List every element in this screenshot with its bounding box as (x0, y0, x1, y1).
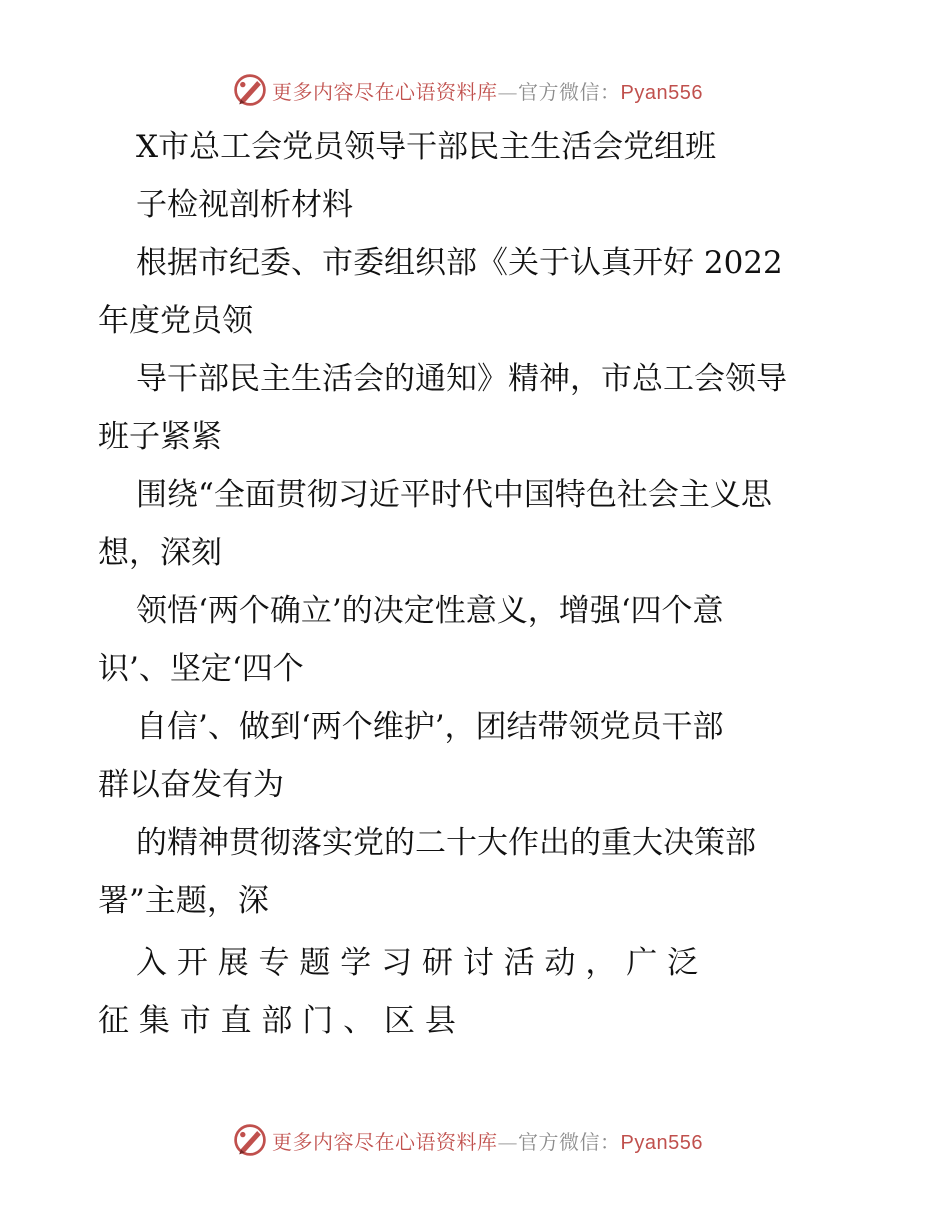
body-line-4: 班子紧紧 (98, 419, 222, 455)
watermark-label: 官方微信： (518, 79, 621, 104)
pen-logo-icon (232, 1122, 268, 1158)
body-line-5: 围绕“全面贯彻习近平时代中国特色社会主义思 (136, 477, 772, 513)
title-line-2: 子检视剖析材料 (136, 187, 353, 223)
watermark-dash: — (497, 1129, 518, 1154)
body-line-11: 的精神贯彻落实党的二十大作出的重大决策部 (136, 825, 756, 861)
body-line-8: 识’、坚定‘四个 (98, 651, 304, 687)
body-line-10: 群以奋发有为 (98, 767, 284, 803)
body-line-3: 导干部民主生活会的通知》精神，市总工会领导 (136, 361, 787, 397)
body-line-9: 自信’、做到‘两个维护’，团结带领党员干部 (136, 709, 724, 745)
body-line-13: 入 开 展 专 题 学 习 研 讨 活 动 ， 广 泛 (136, 945, 699, 981)
watermark-label: 官方微信： (518, 1129, 621, 1154)
title-line-1: X市总工会党员领导干部民主生活会党组班 (136, 129, 717, 165)
watermark-footer (232, 1120, 703, 1160)
body-line-6: 想，深刻 (98, 535, 222, 571)
watermark-brand: 更多内容尽在心语资料库 (272, 79, 498, 104)
body-line-14: 征 集 市 直 部 门 、 区 县 (98, 1003, 456, 1039)
watermark-header (232, 70, 703, 110)
watermark-wechat-id: Pyan556 (620, 1131, 703, 1154)
body-line-7: 领悟‘两个确立’的决定性意义，增强‘四个意 (136, 593, 724, 629)
watermark-brand: 更多内容尽在心语资料库 (272, 1129, 498, 1154)
watermark-wechat-id: Pyan556 (620, 81, 703, 104)
body-line-12: 署”主题，深 (98, 883, 269, 919)
pen-logo-icon (232, 72, 268, 108)
body-line-1: 根据市纪委、市委组织部《关于认真开好 2022 (136, 245, 783, 281)
watermark-dash: — (497, 79, 518, 104)
body-line-2: 年度党员领 (98, 303, 253, 339)
